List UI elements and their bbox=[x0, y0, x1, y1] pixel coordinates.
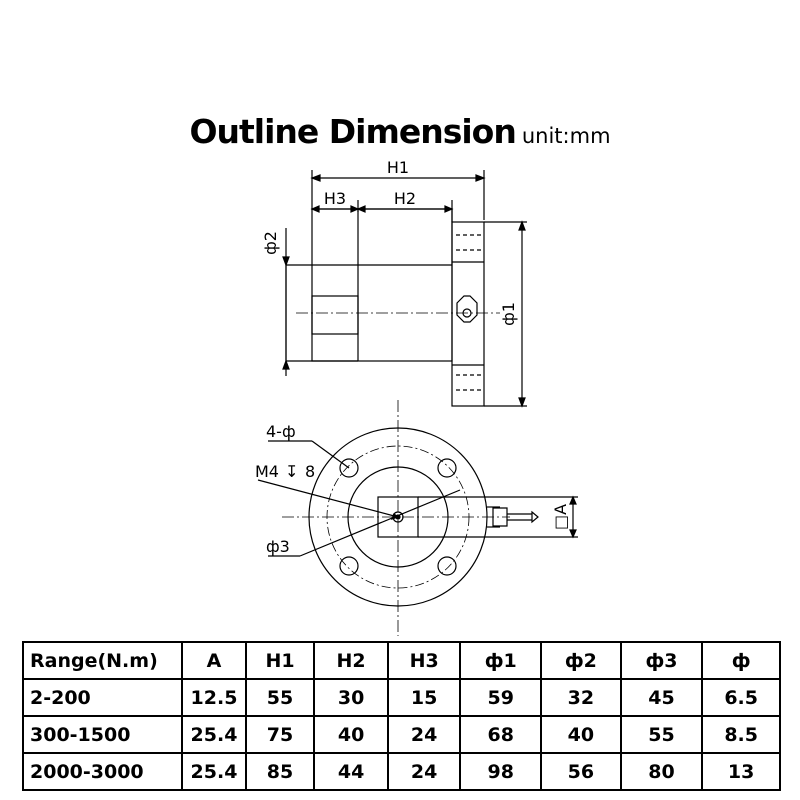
table-row bbox=[23, 753, 780, 790]
header-phi2: ф2 bbox=[541, 642, 621, 679]
table-cell: 6.5 bbox=[702, 679, 780, 716]
cable-tip bbox=[532, 512, 538, 522]
header-a: A bbox=[182, 642, 246, 679]
table-cell: 12.5 bbox=[182, 679, 246, 716]
label-4phi: 4-ф bbox=[266, 422, 296, 441]
label-square-a: □A bbox=[551, 503, 570, 531]
table-cell: 68 bbox=[460, 716, 541, 753]
leader-m4 bbox=[258, 480, 398, 517]
label-depth: 8 bbox=[305, 462, 316, 481]
leader-4phi-diag bbox=[312, 441, 349, 468]
table-cell: 8.5 bbox=[702, 716, 780, 753]
phi1-arrow-top bbox=[519, 222, 525, 230]
a-arrow-bottom bbox=[570, 530, 576, 537]
table-cell: 59 bbox=[460, 679, 541, 716]
spec-table bbox=[22, 641, 781, 791]
table-cell: 24 bbox=[388, 753, 461, 790]
table-cell: 44 bbox=[314, 753, 388, 790]
table-cell: 15 bbox=[388, 679, 461, 716]
header-phi: ф bbox=[702, 642, 780, 679]
table-cell: 2000-3000 bbox=[23, 753, 182, 790]
label-phi1: ф1 bbox=[499, 302, 518, 326]
table-cell: 40 bbox=[314, 716, 388, 753]
header-h1: H1 bbox=[246, 642, 315, 679]
label-h3: H3 bbox=[323, 189, 347, 208]
a-arrow-top bbox=[570, 497, 576, 504]
header-phi3: ф3 bbox=[621, 642, 703, 679]
table-cell: 55 bbox=[621, 716, 703, 753]
table-cell: 30 bbox=[314, 679, 388, 716]
table-cell: 40 bbox=[541, 716, 621, 753]
table-cell: 98 bbox=[460, 753, 541, 790]
table-cell: 13 bbox=[702, 753, 780, 790]
label-h1: H1 bbox=[386, 158, 410, 177]
phi2-arrow bbox=[283, 257, 289, 265]
label-m4: M4 bbox=[255, 462, 279, 481]
table-cell: 55 bbox=[246, 679, 315, 716]
table-cell: 24 bbox=[388, 716, 461, 753]
bolt-hole-tr bbox=[438, 459, 456, 477]
bolt-hole-bl bbox=[340, 557, 358, 575]
table-cell: 45 bbox=[621, 679, 703, 716]
phi1-arrow-bottom bbox=[519, 398, 525, 406]
label-h2: H2 bbox=[393, 189, 417, 208]
table-row bbox=[23, 716, 780, 753]
table-cell: 56 bbox=[541, 753, 621, 790]
bolt-hole-br bbox=[438, 557, 456, 575]
table-cell: 25.4 bbox=[182, 753, 246, 790]
phi2-arrow-2 bbox=[283, 361, 289, 369]
header-h3: H3 bbox=[388, 642, 461, 679]
page-title: Outline Dimension bbox=[189, 112, 516, 151]
header-phi1: ф1 bbox=[460, 642, 541, 679]
h1-arrow-right bbox=[476, 175, 484, 181]
table-header-row bbox=[23, 642, 780, 679]
table-cell: 85 bbox=[246, 753, 315, 790]
table-row bbox=[23, 679, 780, 716]
keyway bbox=[312, 296, 358, 334]
body-outline bbox=[312, 209, 452, 361]
table-cell: 75 bbox=[246, 716, 315, 753]
h1-arrow-left bbox=[312, 175, 320, 181]
table-cell: 300-1500 bbox=[23, 716, 182, 753]
table-cell: 32 bbox=[541, 679, 621, 716]
header-range: Range(N.m) bbox=[23, 642, 182, 679]
label-depth-symbol: ↧ bbox=[285, 462, 299, 481]
header-h2: H2 bbox=[314, 642, 388, 679]
table-cell: 80 bbox=[621, 753, 703, 790]
label-phi3: ф3 bbox=[266, 537, 290, 556]
unit-label: unit:mm bbox=[521, 124, 611, 148]
front-view bbox=[258, 400, 578, 636]
label-phi2: ф2 bbox=[261, 231, 280, 255]
table-cell: 2-200 bbox=[23, 679, 182, 716]
leader-phi3-diag bbox=[300, 490, 460, 556]
table-cell: 25.4 bbox=[182, 716, 246, 753]
